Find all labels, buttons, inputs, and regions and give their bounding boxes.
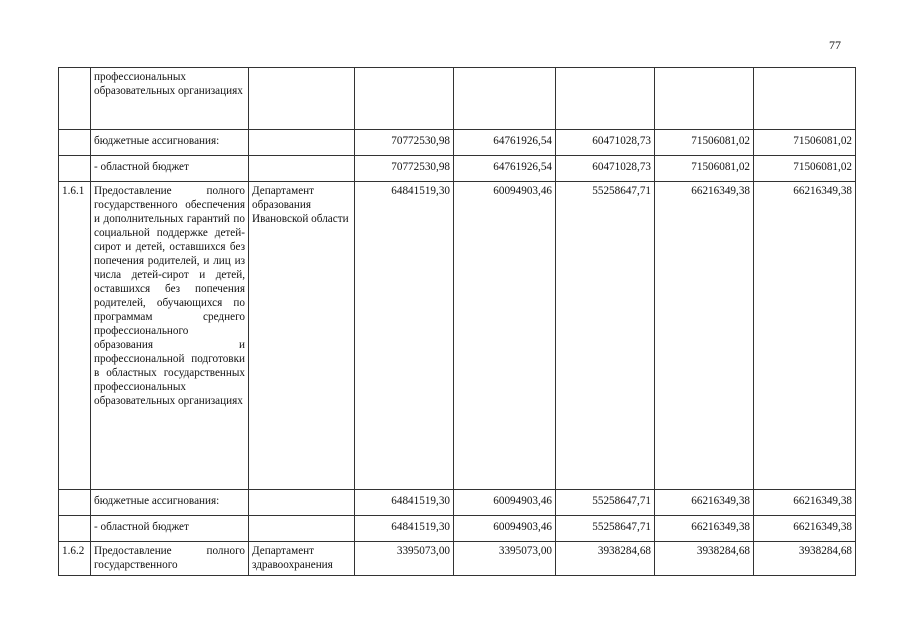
row-value-4: 71506081,02 bbox=[655, 130, 754, 156]
table-row bbox=[59, 68, 856, 130]
row-value-4: 71506081,02 bbox=[655, 156, 754, 182]
row-value-5: 71506081,02 bbox=[754, 130, 856, 156]
row-code: 1.6.1 bbox=[59, 182, 91, 490]
row-description: бюджетные ассигнования: bbox=[91, 130, 249, 156]
table-row bbox=[59, 156, 856, 182]
table-row bbox=[59, 182, 856, 490]
row-value-2 bbox=[454, 68, 556, 130]
row-value-2: 64761926,54 bbox=[454, 130, 556, 156]
row-value-3: 60471028,73 bbox=[556, 156, 655, 182]
row-executor bbox=[249, 130, 355, 156]
row-value-1: 70772530,98 bbox=[355, 130, 454, 156]
table-row bbox=[59, 516, 856, 542]
row-executor: Департамент образования Ивановской области bbox=[249, 182, 355, 490]
row-executor bbox=[249, 490, 355, 516]
row-value-1 bbox=[355, 68, 454, 130]
row-value-5: 66216349,38 bbox=[754, 182, 856, 490]
row-description: Предоставление полного государственного bbox=[91, 542, 249, 576]
row-description: Предоставление полного государственного обеспечения и дополнительных гарантий по социальной поддержке детей-сирот и детей, оставшихся без попечения родителей, и лиц из числа детей-сирот и детей, оставшихся без попечения родителей, обучающихся по программам среднего профессионального образования и профессиональной подготовки в областных государственных профессиональных образовательных организациях bbox=[91, 182, 249, 490]
row-code bbox=[59, 130, 91, 156]
row-value-4: 3938284,68 bbox=[655, 542, 754, 576]
row-description: бюджетные ассигнования: bbox=[91, 490, 249, 516]
row-value-4: 66216349,38 bbox=[655, 182, 754, 490]
row-value-3: 55258647,71 bbox=[556, 182, 655, 490]
table-row bbox=[59, 490, 856, 516]
row-value-2: 64761926,54 bbox=[454, 156, 556, 182]
row-code bbox=[59, 516, 91, 542]
table-row bbox=[59, 130, 856, 156]
row-value-1: 64841519,30 bbox=[355, 490, 454, 516]
row-value-1: 3395073,00 bbox=[355, 542, 454, 576]
row-value-1: 64841519,30 bbox=[355, 516, 454, 542]
row-value-3 bbox=[556, 68, 655, 130]
row-value-2: 3395073,00 bbox=[454, 542, 556, 576]
row-executor bbox=[249, 156, 355, 182]
row-value-3: 60471028,73 bbox=[556, 130, 655, 156]
row-value-5: 66216349,38 bbox=[754, 490, 856, 516]
row-value-3: 3938284,68 bbox=[556, 542, 655, 576]
page-number: 77 bbox=[829, 38, 841, 52]
row-description: - областной бюджет bbox=[91, 156, 249, 182]
budget-table bbox=[58, 67, 856, 576]
row-value-4 bbox=[655, 68, 754, 130]
row-value-5: 71506081,02 bbox=[754, 156, 856, 182]
row-description: профессиональных образовательных организациях bbox=[91, 68, 249, 130]
row-value-5: 3938284,68 bbox=[754, 542, 856, 576]
row-value-1: 70772530,98 bbox=[355, 156, 454, 182]
row-executor bbox=[249, 68, 355, 130]
row-description: - областной бюджет bbox=[91, 516, 249, 542]
row-executor: Департамент здравоохранения bbox=[249, 542, 355, 576]
row-executor bbox=[249, 516, 355, 542]
row-value-5 bbox=[754, 68, 856, 130]
row-value-4: 66216349,38 bbox=[655, 516, 754, 542]
row-value-4: 66216349,38 bbox=[655, 490, 754, 516]
row-value-2: 60094903,46 bbox=[454, 516, 556, 542]
row-value-3: 55258647,71 bbox=[556, 516, 655, 542]
row-code bbox=[59, 68, 91, 130]
row-value-2: 60094903,46 bbox=[454, 182, 556, 490]
row-code bbox=[59, 490, 91, 516]
row-value-3: 55258647,71 bbox=[556, 490, 655, 516]
row-value-1: 64841519,30 bbox=[355, 182, 454, 490]
row-code: 1.6.2 bbox=[59, 542, 91, 576]
row-code bbox=[59, 156, 91, 182]
row-value-2: 60094903,46 bbox=[454, 490, 556, 516]
row-value-5: 66216349,38 bbox=[754, 516, 856, 542]
table-row bbox=[59, 542, 856, 576]
